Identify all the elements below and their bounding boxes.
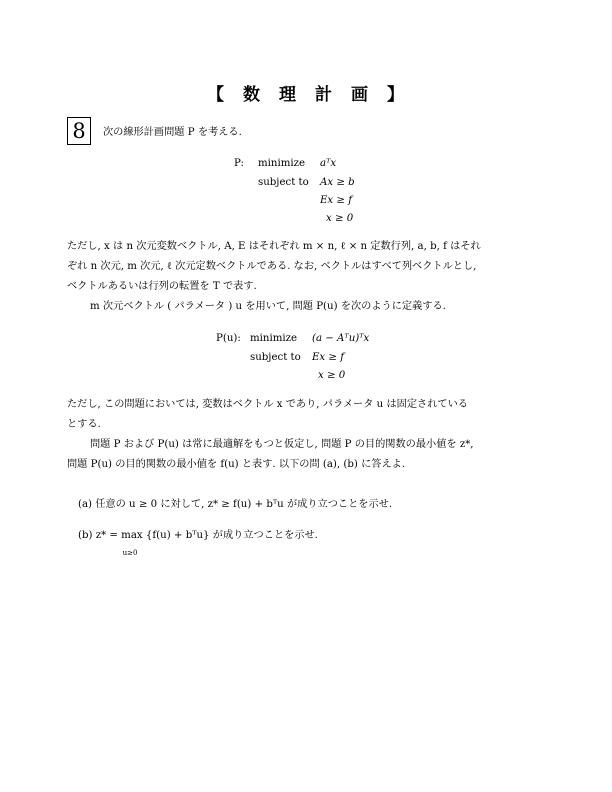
question-b-prefix: (b) z* = max — [78, 530, 143, 541]
paragraph-1-line-3: ベクトルあるいは行列の転置を T で表す. — [67, 281, 257, 292]
problem-p-constraint-1: Ax ≥ b — [320, 177, 355, 188]
paragraph-1-line-1: ただし, x は n 次元変数ベクトル, A, E はそれぞれ m × n, ℓ × n 定数行列, a, b, f はそれ — [67, 241, 481, 252]
paragraph-4-line-2: 問題 P(u) の目的関数の最小値を f(u) と表す. 以下の問 (a), (b) に答えよ. — [67, 459, 406, 470]
problem-p-minimize: minimize — [258, 158, 306, 169]
problem-pu-label: P(u): — [216, 333, 241, 344]
paragraph-3-line-1: ただし, この問題においては, 変数はベクトル x であり, パラメータ u は固定されている — [67, 399, 468, 410]
problem-p-label: P: — [234, 158, 244, 169]
problem-pu-subject-to: subject to — [250, 352, 301, 363]
problem-p-objective: aᵀx — [320, 158, 337, 169]
question-b — [78, 526, 318, 557]
problem-pu-objective: (a − Aᵀu)ᵀx — [312, 333, 370, 344]
problem-number: 8 — [67, 117, 91, 145]
intro-text: 次の線形計画問題 P を考える. — [103, 127, 242, 138]
page-title: 【 数 理 計 画 】 — [207, 85, 405, 105]
question-b-subscript: u≥0 — [122, 549, 138, 557]
problem-pu-minimize: minimize — [250, 333, 298, 344]
problem-p-constraint-3: x ≥ 0 — [326, 213, 354, 224]
problem-p-constraint-2: Ex ≥ f — [320, 195, 352, 206]
problem-pu-constraint-2: x ≥ 0 — [318, 370, 346, 381]
problem-p-subject-to: subject to — [258, 177, 309, 188]
question-b-suffix: {f(u) + bᵀu} が成り立つことを示せ. — [145, 530, 318, 541]
paragraph-4-line-1: 問題 P および P(u) は常に最適解をもつと仮定し, 問題 P の目的関数の最小値を z*, — [90, 439, 474, 450]
problem-pu-constraint-1: Ex ≥ f — [312, 352, 344, 363]
paragraph-3-line-2: とする. — [67, 419, 101, 430]
paragraph-2: m 次元ベクトル ( パラメータ ) u を用いて, 問題 P(u) を次のように定義する. — [90, 301, 446, 312]
paragraph-1-line-2: ぞれ n 次元, m 次元, ℓ 次元定数ベクトルである. なお, ベクトルはすべて列ベクトルとし, — [67, 261, 477, 272]
question-a: (a) 任意の u ≥ 0 に対して, z* ≥ f(u) + bᵀu が成り立つことを示せ. — [78, 499, 393, 510]
